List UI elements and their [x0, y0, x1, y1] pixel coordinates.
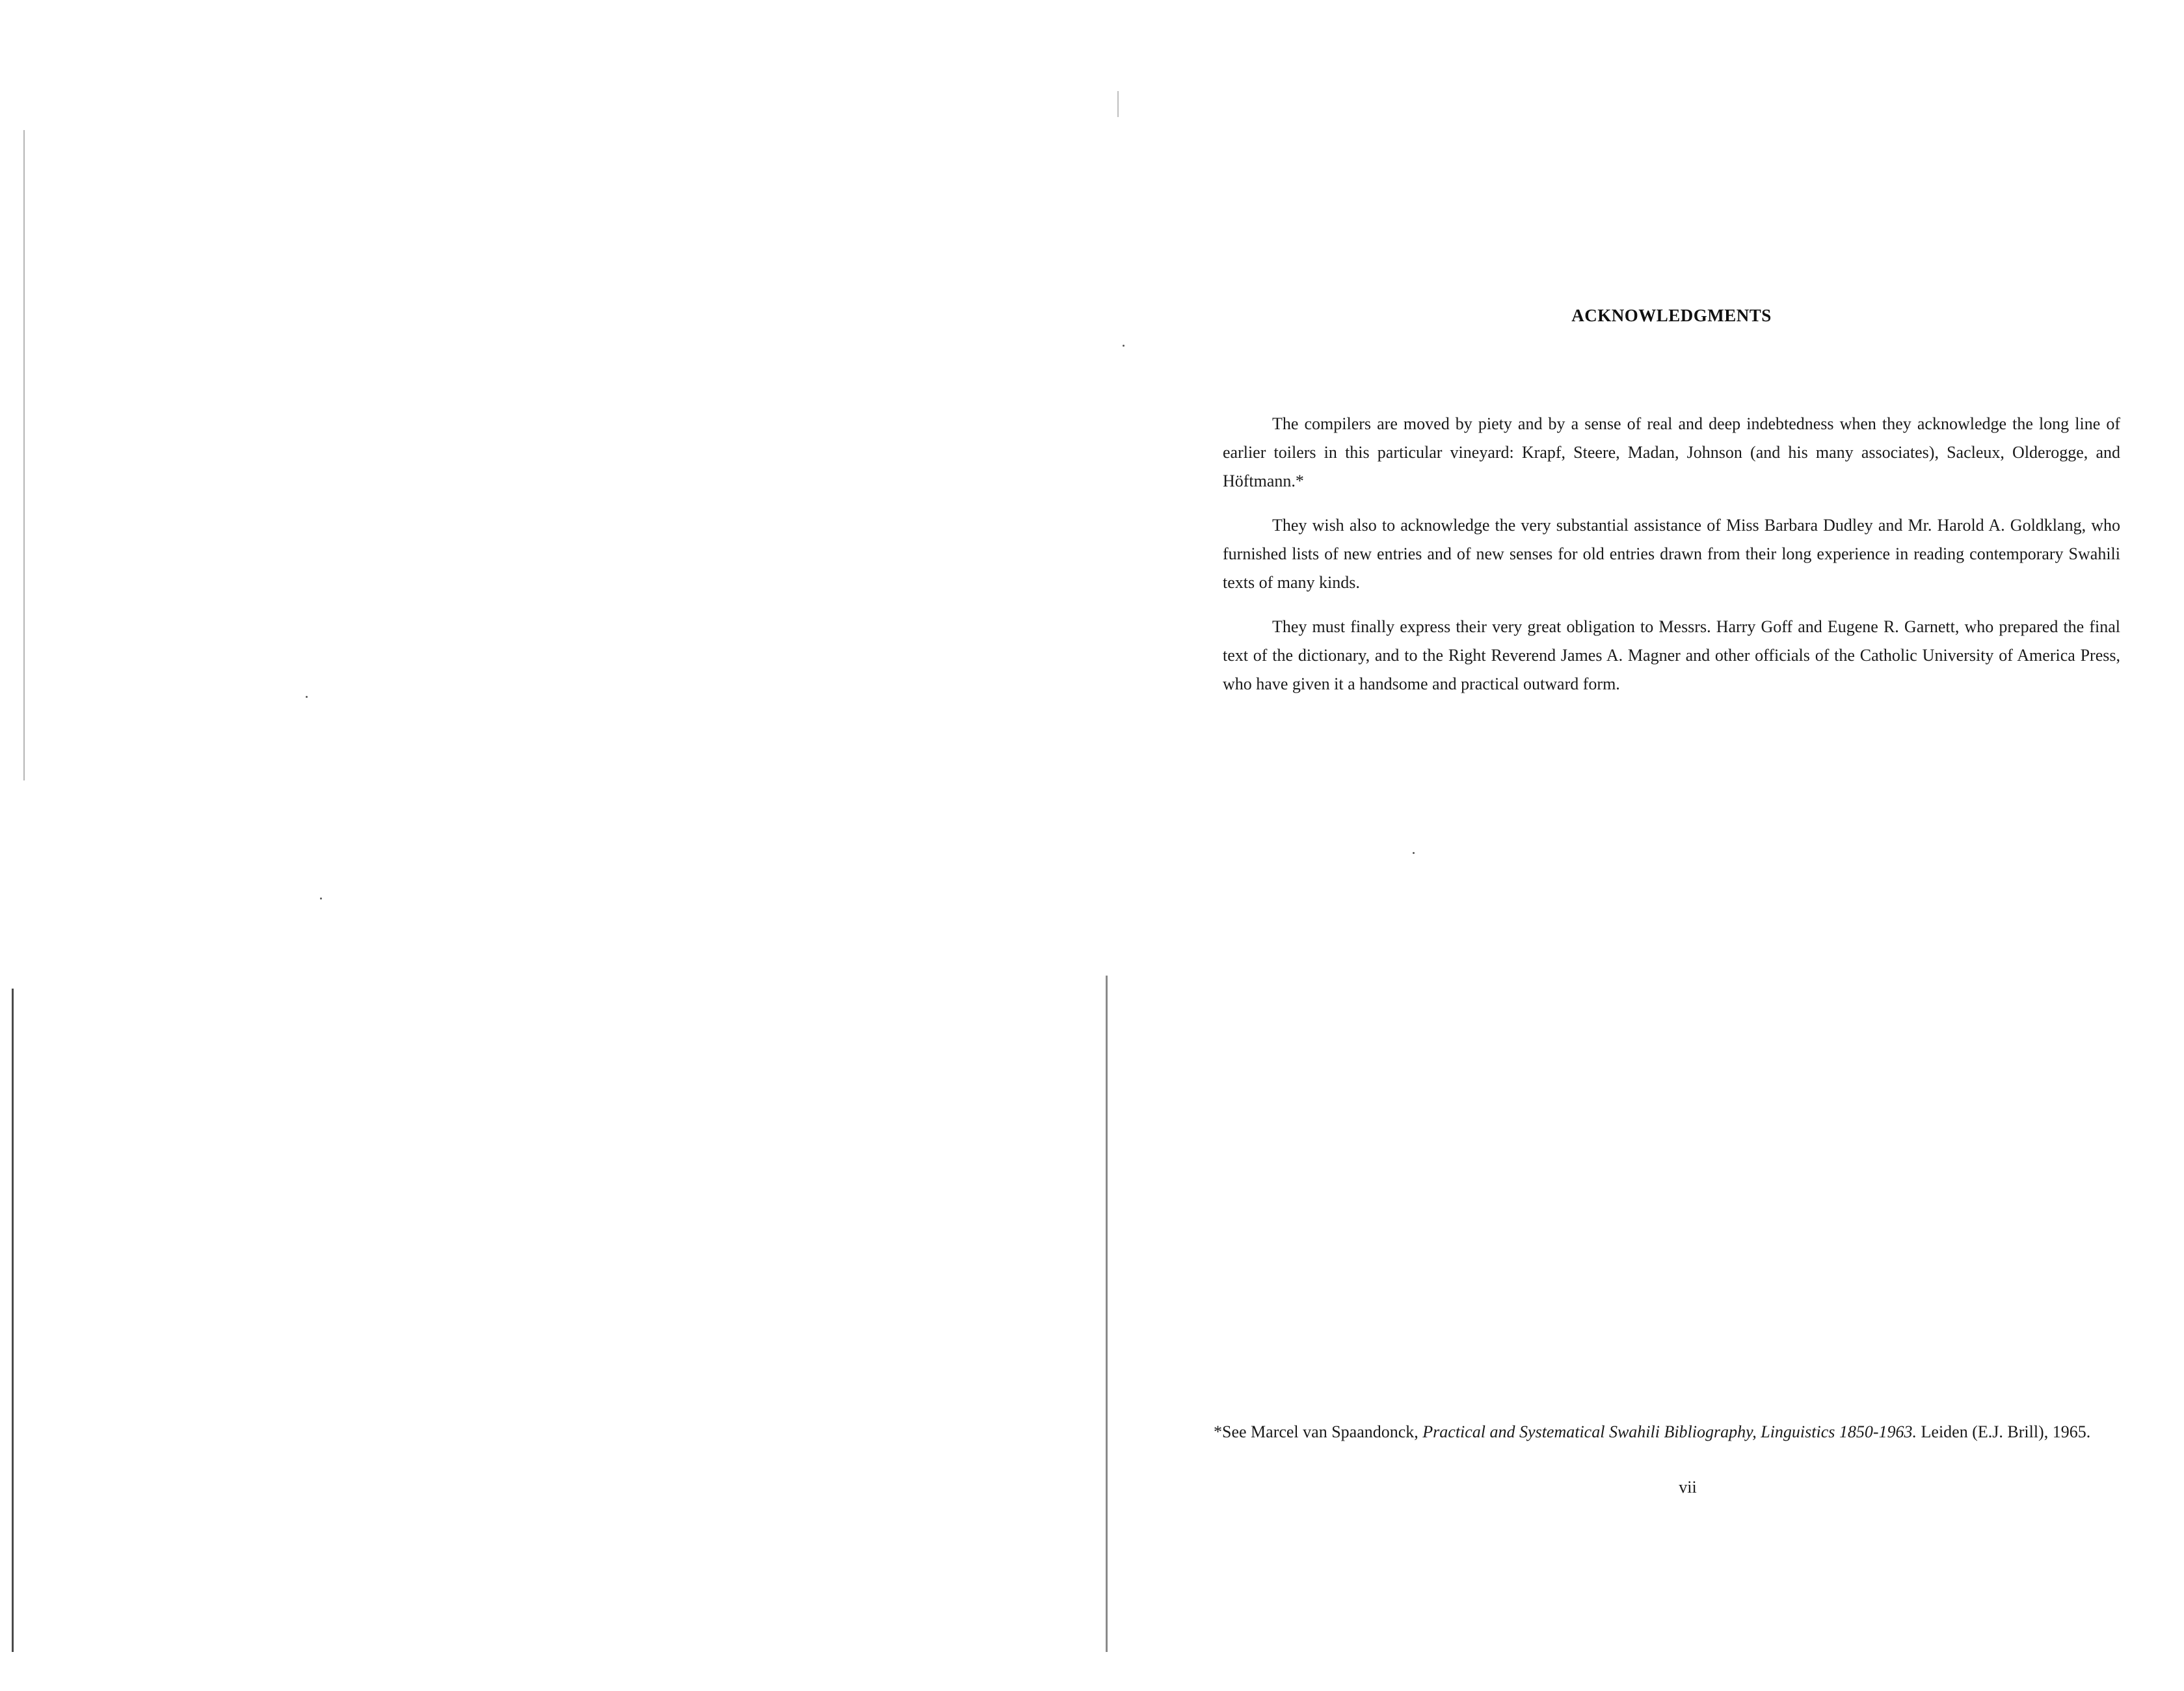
paragraph-1: The compilers are moved by piety and by a sense of real and deep indebtedness when they acknowledge the long line of earlier toilers in this particular vineyard: Krapf, Steere, Madan, Johnson (and his many associates), Sacleux, Olderogge, and Höftmann.* — [1223, 414, 2120, 490]
gutter-mark — [1117, 91, 1119, 117]
footnote-suffix: Leiden (E.J. Brill), 1965. — [1917, 1422, 2091, 1441]
scan-speck — [1123, 345, 1125, 347]
gutter-shadow — [1106, 976, 1108, 1652]
right-page — [1214, 0, 2120, 1691]
scan-speck — [306, 696, 308, 698]
left-page-edge-shadow — [23, 130, 25, 780]
paragraph-3: They must finally express their very great obligation to Messrs. Harry Goff and Eugene R. Garnett, who prepared the final text of the dictionary, and to the Right Reverend James A. Magner and other officials of the Catholic University of America Press, who have given it a handsome and practical outward form. — [1223, 617, 2120, 693]
acknowledgments-body — [1223, 410, 2120, 714]
footnote — [1214, 1418, 2118, 1446]
footnote-title: Practical and Systematical Swahili Bibliography, Linguistics 1850-1963. — [1422, 1422, 1917, 1441]
scan-speck — [320, 898, 322, 899]
footnote-prefix: *See Marcel van Spaandonck, — [1214, 1422, 1423, 1441]
paragraph-2: They wish also to acknowledge the very substantial assistance of Miss Barbara Dudley and Mr. Harold A. Goldklang, who furnished lists of new entries and of new senses for old entries drawn from their long experience in reading contemporary Swahili texts of many kinds. — [1223, 516, 2120, 592]
page-title: ACKNOWLEDGMENTS — [1571, 306, 1772, 325]
page-number: vii — [1679, 1478, 1697, 1497]
left-page-edge-line — [12, 989, 14, 1652]
